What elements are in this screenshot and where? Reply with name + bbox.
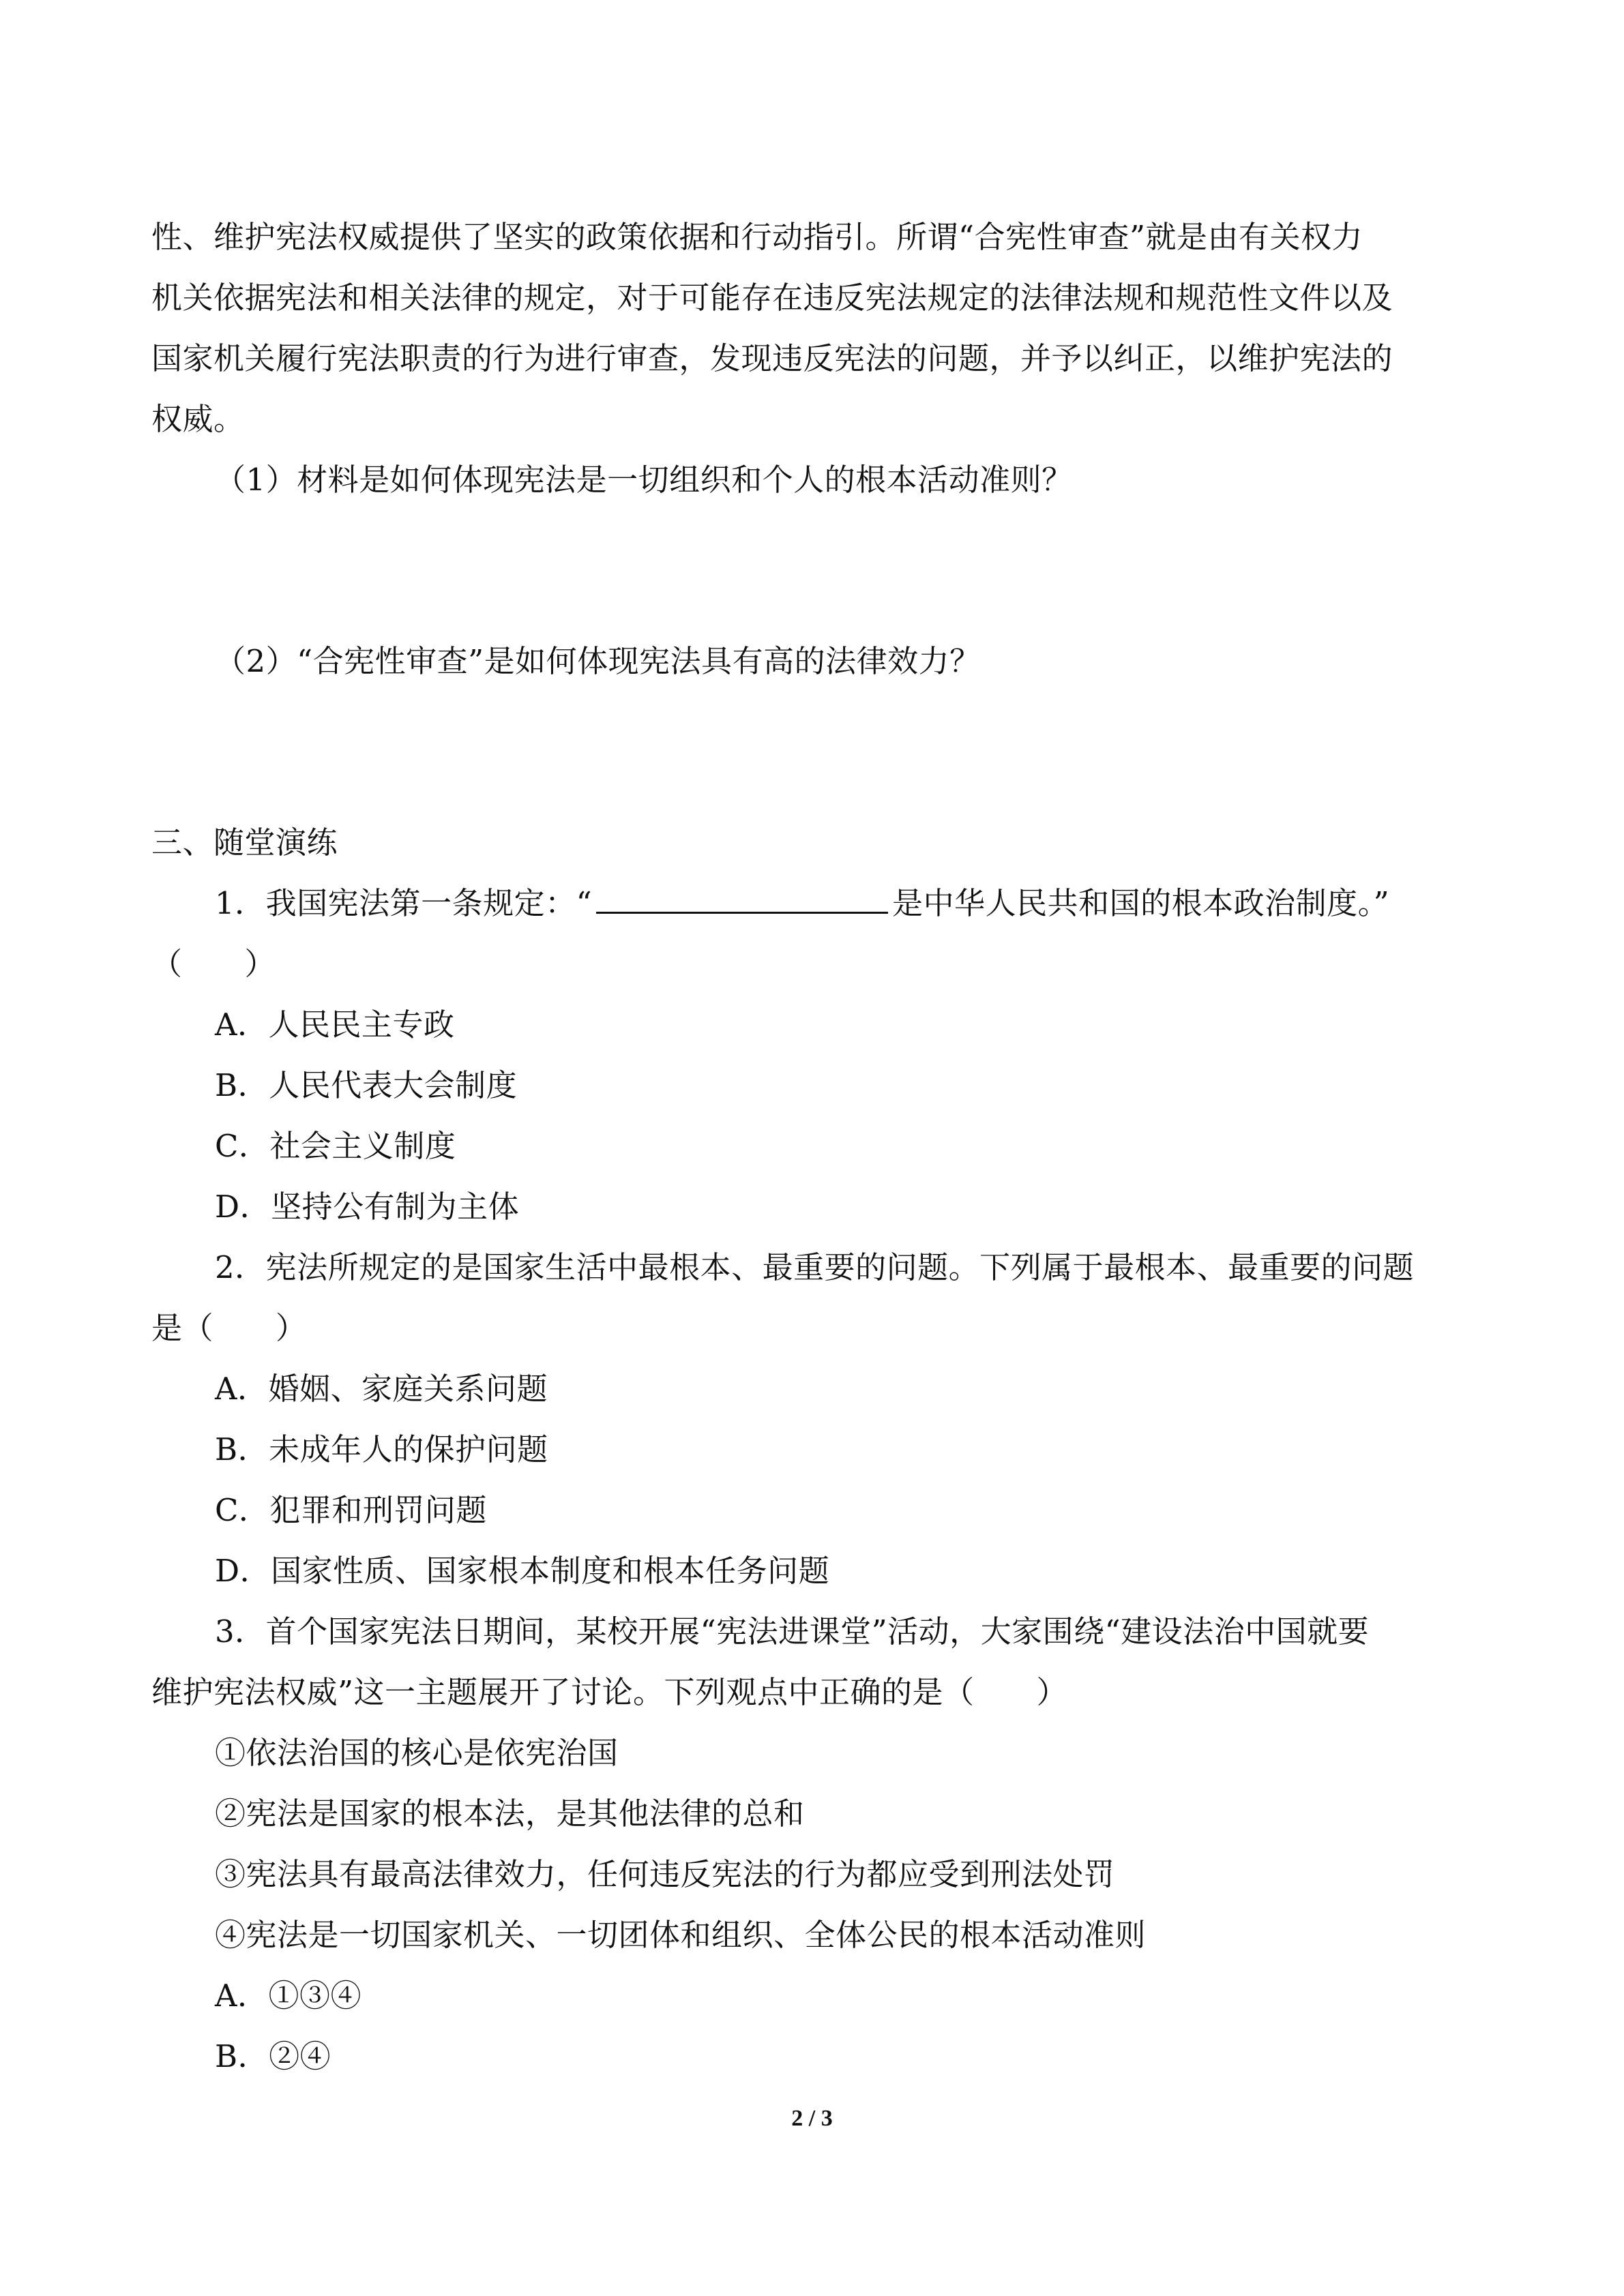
question-3-stem-cont: 维护宪法权威”这一主题展开了讨论。下列观点中正确的是（ ） — [151, 1674, 1068, 1710]
question-3-statement-3: ③宪法具有最高法律效力，任何违反宪法的行为都应受到刑法处罚 — [215, 1856, 1115, 1892]
question-2-stem-cont: 是（ ） — [151, 1310, 307, 1346]
question-1-option-b: B．人民代表大会制度 — [215, 1067, 518, 1103]
question-1-option-d: D．坚持公有制为主体 — [215, 1189, 520, 1225]
question-2-stem: 2．宪法所规定的是国家生活中最根本、最重要的问题。下列属于最根本、最重要的问题 — [215, 1249, 1415, 1285]
question-1-answer-paren: （ ） — [151, 946, 276, 982]
question-3-statement-1: ①依法治国的核心是依宪治国 — [215, 1735, 619, 1771]
question-1-stem-part1: 1．我国宪法第一条规定：“ — [215, 885, 593, 921]
question-1-stem — [215, 883, 1389, 924]
section-title: 三、随堂演练 — [151, 824, 338, 861]
fill-in-blank — [596, 884, 888, 914]
material-question-2: （2）“合宪性审查”是如何体现宪法具有高的法律效力？ — [215, 643, 981, 679]
question-1-option-a: A．人民民主专政 — [215, 1007, 455, 1043]
question-2-option-d: D．国家性质、国家根本制度和根本任务问题 — [215, 1553, 830, 1589]
material-line: 机关依据宪法和相关法律的规定，对于可能存在违反宪法规定的法律法规和规范性文件以及 — [151, 280, 1393, 316]
material-line: 性、维护宪法权威提供了坚实的政策依据和行动指引。所谓“合宪性审查”就是由有关权力 — [151, 219, 1363, 255]
question-2-option-c: C．犯罪和刑罚问题 — [215, 1492, 487, 1528]
question-3-statement-2: ②宪法是国家的根本法，是其他法律的总和 — [215, 1795, 805, 1832]
page-number: 2 / 3 — [791, 2106, 833, 2131]
question-2-option-b: B．未成年人的保护问题 — [215, 1431, 548, 1467]
material-line: 国家机关履行宪法职责的行为进行审查，发现违反宪法的问题，并予以纠正，以维护宪法的 — [151, 340, 1393, 376]
question-3-statement-4: ④宪法是一切国家机关、一切团体和组织、全体公民的根本活动准则 — [215, 1917, 1147, 1953]
question-3-option-a: A．①③④ — [215, 1978, 361, 2014]
material-line: 权威。 — [151, 401, 245, 437]
question-3-stem: 3．首个国家宪法日期间，某校开展“宪法进课堂”活动，大家围绕“建设法治中国就要 — [215, 1613, 1370, 1650]
question-1-stem-part2: 是中华人民共和国的根本政治制度。” — [892, 885, 1390, 921]
question-3-option-b: B．②④ — [215, 2038, 331, 2074]
question-1-option-c: C．社会主义制度 — [215, 1128, 456, 1164]
question-2-option-a: A．婚姻、家庭关系问题 — [215, 1371, 548, 1407]
material-question-1: （1）材料是如何体现宪法是一切组织和个人的根本活动准则？ — [215, 462, 1073, 498]
